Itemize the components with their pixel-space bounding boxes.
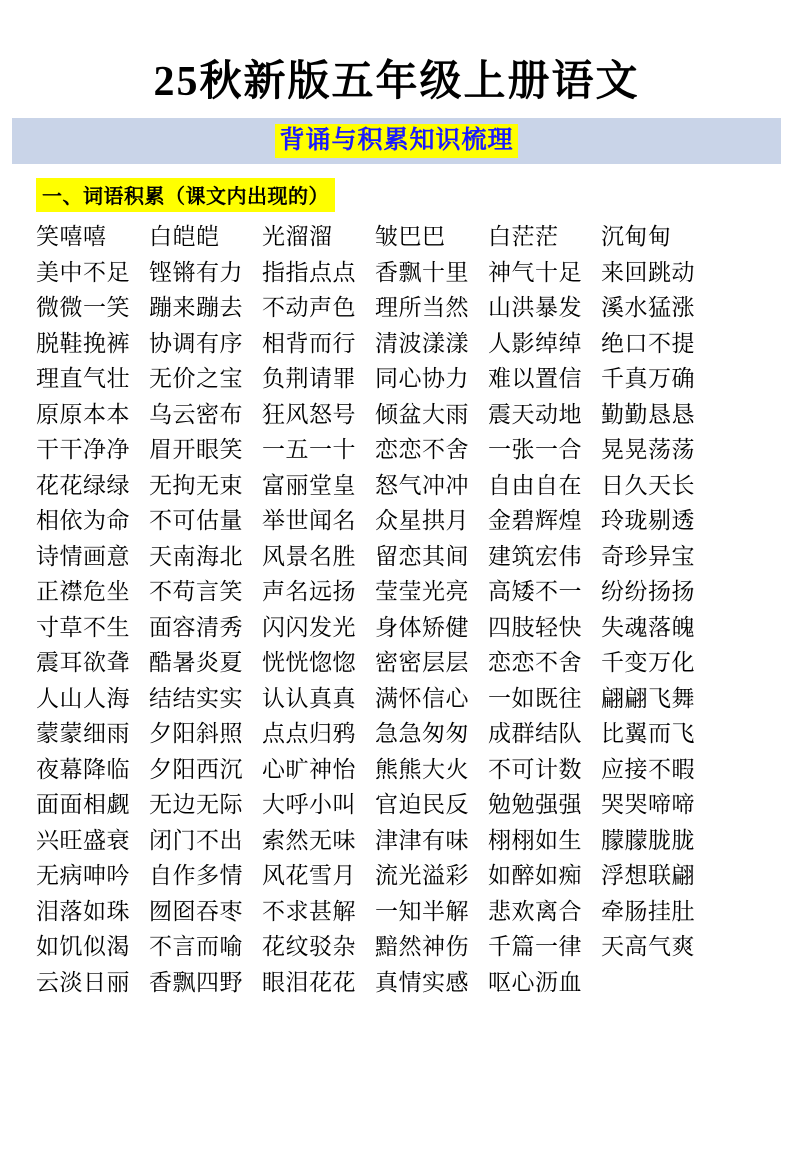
word-row bbox=[36, 751, 757, 787]
word-item: 急急匆匆 bbox=[375, 721, 469, 746]
word-item: 夕阳斜照 bbox=[149, 721, 243, 746]
word-item: 怒气冲冲 bbox=[375, 472, 469, 498]
word-item: 狂风怒号 bbox=[262, 401, 356, 427]
word-item: 千真万确 bbox=[601, 366, 695, 391]
word-item: 成群结队 bbox=[488, 721, 582, 746]
word-item: 恍恍惚惚 bbox=[262, 650, 356, 675]
word-item: 举世闻名 bbox=[262, 508, 356, 533]
word-row bbox=[36, 360, 757, 396]
word-item: 应接不暇 bbox=[601, 756, 695, 782]
word-item: 悲欢离合 bbox=[488, 898, 582, 924]
word-item: 自作多情 bbox=[149, 863, 243, 888]
word-item: 日久天长 bbox=[601, 472, 695, 498]
word-item: 蒙蒙细雨 bbox=[36, 721, 130, 746]
word-item: 无拘无束 bbox=[149, 472, 243, 498]
word-item: 高矮不一 bbox=[488, 579, 582, 604]
word-item: 山洪暴发 bbox=[488, 295, 582, 320]
word-item: 心旷神怡 bbox=[262, 756, 356, 782]
word-item: 沉甸甸 bbox=[601, 224, 672, 249]
word-item: 负荆请罪 bbox=[262, 366, 356, 391]
word-item: 云淡日丽 bbox=[36, 969, 130, 995]
word-item: 结结实实 bbox=[149, 685, 243, 711]
word-item: 震耳欲聋 bbox=[36, 650, 130, 675]
word-row bbox=[36, 680, 757, 716]
word-item: 身体矫健 bbox=[375, 614, 469, 640]
word-item: 一张一合 bbox=[488, 437, 582, 462]
word-item: 一知半解 bbox=[375, 898, 469, 924]
word-item: 比翼而飞 bbox=[601, 721, 695, 746]
word-item: 晃晃荡荡 bbox=[601, 437, 695, 462]
word-item: 一如既往 bbox=[488, 685, 582, 711]
word-item: 面面相觑 bbox=[36, 792, 130, 817]
word-item: 花纹驳杂 bbox=[262, 934, 356, 959]
word-item: 点点归鸦 bbox=[262, 721, 356, 746]
word-item: 奇珍异宝 bbox=[601, 543, 695, 569]
word-item: 留恋其间 bbox=[375, 543, 469, 569]
word-item: 栩栩如生 bbox=[488, 827, 582, 853]
word-item: 诗情画意 bbox=[36, 543, 130, 569]
word-item: 呕心沥血 bbox=[488, 969, 582, 995]
document-page bbox=[0, 48, 793, 1170]
word-item: 失魂落魄 bbox=[601, 614, 695, 640]
word-item: 熊熊大火 bbox=[375, 756, 469, 782]
word-row bbox=[36, 857, 757, 893]
word-item: 无病呻吟 bbox=[36, 863, 130, 888]
word-item: 大呼小叫 bbox=[262, 792, 356, 817]
word-item: 铿锵有力 bbox=[149, 259, 243, 285]
word-item: 夜幕降临 bbox=[36, 756, 130, 782]
word-item: 来回跳动 bbox=[601, 259, 695, 285]
word-item: 无边无际 bbox=[149, 792, 243, 817]
word-item: 官迫民反 bbox=[375, 792, 469, 817]
word-row bbox=[36, 644, 757, 680]
word-row bbox=[36, 396, 757, 432]
word-item: 乌云密布 bbox=[149, 401, 243, 427]
word-row bbox=[36, 609, 757, 645]
word-item: 相背而行 bbox=[262, 330, 356, 356]
word-item: 笑嘻嘻 bbox=[36, 224, 107, 249]
word-item: 正襟危坐 bbox=[36, 579, 130, 604]
subtitle: 背诵与积累知识梳理 bbox=[275, 124, 517, 157]
word-item: 花花绿绿 bbox=[36, 472, 130, 498]
word-item: 勤勤恳恳 bbox=[601, 401, 695, 427]
word-item: 千篇一律 bbox=[488, 934, 582, 959]
word-item: 夕阳西沉 bbox=[149, 756, 243, 782]
word-item: 微微一笑 bbox=[36, 295, 130, 320]
word-item: 脱鞋挽裤 bbox=[36, 330, 130, 356]
word-item: 理所当然 bbox=[375, 295, 469, 320]
word-item: 天南海北 bbox=[149, 543, 243, 569]
word-item: 蹦来蹦去 bbox=[149, 295, 243, 320]
word-row bbox=[36, 431, 757, 467]
word-item: 无价之宝 bbox=[149, 366, 243, 391]
word-item: 同心协力 bbox=[375, 366, 469, 391]
word-row bbox=[36, 325, 757, 361]
word-row bbox=[36, 964, 757, 1000]
word-item: 风景名胜 bbox=[262, 543, 356, 569]
word-row bbox=[36, 502, 757, 538]
word-list bbox=[36, 218, 757, 999]
word-item: 皱巴巴 bbox=[375, 224, 446, 249]
word-item: 真情实感 bbox=[375, 969, 469, 995]
word-item: 千变万化 bbox=[601, 650, 695, 675]
word-item: 理直气壮 bbox=[36, 366, 130, 391]
word-item: 清波漾漾 bbox=[375, 330, 469, 356]
word-item: 朦朦胧胧 bbox=[601, 827, 695, 853]
word-item: 翩翩飞舞 bbox=[601, 685, 695, 711]
word-item: 如醉如痴 bbox=[488, 863, 582, 888]
word-item: 认认真真 bbox=[262, 685, 356, 711]
word-item: 莹莹光亮 bbox=[375, 579, 469, 604]
word-item: 风花雪月 bbox=[262, 863, 356, 888]
word-item: 金碧辉煌 bbox=[488, 508, 582, 533]
word-item: 酷暑炎夏 bbox=[149, 650, 243, 675]
word-item: 囫囵吞枣 bbox=[149, 898, 243, 924]
word-row bbox=[36, 928, 757, 964]
word-item: 不苟言笑 bbox=[149, 579, 243, 604]
word-item: 泪落如珠 bbox=[36, 898, 130, 924]
word-item: 协调有序 bbox=[149, 330, 243, 356]
page-title: 25秋新版五年级上册语文 bbox=[153, 59, 640, 105]
word-row bbox=[36, 538, 757, 574]
word-item: 如饥似渴 bbox=[36, 934, 130, 959]
word-item: 不可估量 bbox=[149, 508, 243, 533]
word-item: 富丽堂皇 bbox=[262, 472, 356, 498]
word-row bbox=[36, 893, 757, 929]
word-item: 眼泪花花 bbox=[262, 969, 356, 995]
section-heading bbox=[36, 178, 757, 212]
word-item: 倾盆大雨 bbox=[375, 401, 469, 427]
word-item: 满怀信心 bbox=[375, 685, 469, 711]
word-row bbox=[36, 254, 757, 290]
word-item: 津津有味 bbox=[375, 827, 469, 853]
word-row bbox=[36, 289, 757, 325]
word-row bbox=[36, 715, 757, 751]
word-row bbox=[36, 822, 757, 858]
section-heading-label: 一、词语积累（课文内出现的） bbox=[36, 178, 335, 212]
word-item: 声名远扬 bbox=[262, 579, 356, 604]
word-item: 眉开眼笑 bbox=[149, 437, 243, 462]
word-item: 绝口不提 bbox=[601, 330, 695, 356]
subtitle-band bbox=[12, 118, 781, 164]
word-row bbox=[36, 786, 757, 822]
word-item: 自由自在 bbox=[488, 472, 582, 498]
word-item: 人山人海 bbox=[36, 685, 130, 711]
word-item: 寸草不生 bbox=[36, 614, 130, 640]
word-item: 密密层层 bbox=[375, 650, 469, 675]
word-item: 恋恋不舍 bbox=[375, 437, 469, 462]
word-item: 天高气爽 bbox=[601, 934, 695, 959]
word-item: 一五一十 bbox=[262, 437, 356, 462]
word-item: 建筑宏伟 bbox=[488, 543, 582, 569]
word-item: 光溜溜 bbox=[262, 224, 333, 249]
word-item: 香飘十里 bbox=[375, 259, 469, 285]
word-item: 香飘四野 bbox=[149, 969, 243, 995]
word-item: 恋恋不舍 bbox=[488, 650, 582, 675]
word-item: 不言而喻 bbox=[149, 934, 243, 959]
word-row bbox=[36, 573, 757, 609]
word-item: 牵肠挂肚 bbox=[601, 898, 695, 924]
word-item: 不求甚解 bbox=[262, 898, 356, 924]
word-item: 原原本本 bbox=[36, 401, 130, 427]
word-item: 浮想联翩 bbox=[601, 863, 695, 888]
word-item: 指指点点 bbox=[262, 259, 356, 285]
word-item: 纷纷扬扬 bbox=[601, 579, 695, 604]
word-item: 流光溢彩 bbox=[375, 863, 469, 888]
word-item: 面容清秀 bbox=[149, 614, 243, 640]
word-item: 黯然神伤 bbox=[375, 934, 469, 959]
word-row bbox=[36, 218, 757, 254]
word-item: 美中不足 bbox=[36, 259, 130, 285]
word-item: 闭门不出 bbox=[149, 827, 243, 853]
word-item: 人影绰绰 bbox=[488, 330, 582, 356]
word-item: 索然无味 bbox=[262, 827, 356, 853]
word-item: 哭哭啼啼 bbox=[601, 792, 695, 817]
word-item: 不可计数 bbox=[488, 756, 582, 782]
word-item: 玲珑剔透 bbox=[601, 508, 695, 533]
word-item: 勉勉强强 bbox=[488, 792, 582, 817]
word-item: 难以置信 bbox=[488, 366, 582, 391]
word-item: 溪水猛涨 bbox=[601, 295, 695, 320]
word-item: 四肢轻快 bbox=[488, 614, 582, 640]
word-item: 干干净净 bbox=[36, 437, 130, 462]
word-item: 相依为命 bbox=[36, 508, 130, 533]
word-item: 兴旺盛衰 bbox=[36, 827, 130, 853]
word-item: 闪闪发光 bbox=[262, 614, 356, 640]
word-row bbox=[36, 467, 757, 503]
word-item: 神气十足 bbox=[488, 259, 582, 285]
word-item: 众星拱月 bbox=[375, 508, 469, 533]
word-item: 白皑皑 bbox=[149, 224, 220, 249]
word-item: 震天动地 bbox=[488, 401, 582, 427]
word-item: 不动声色 bbox=[262, 295, 356, 320]
word-item: 白茫茫 bbox=[488, 224, 559, 249]
